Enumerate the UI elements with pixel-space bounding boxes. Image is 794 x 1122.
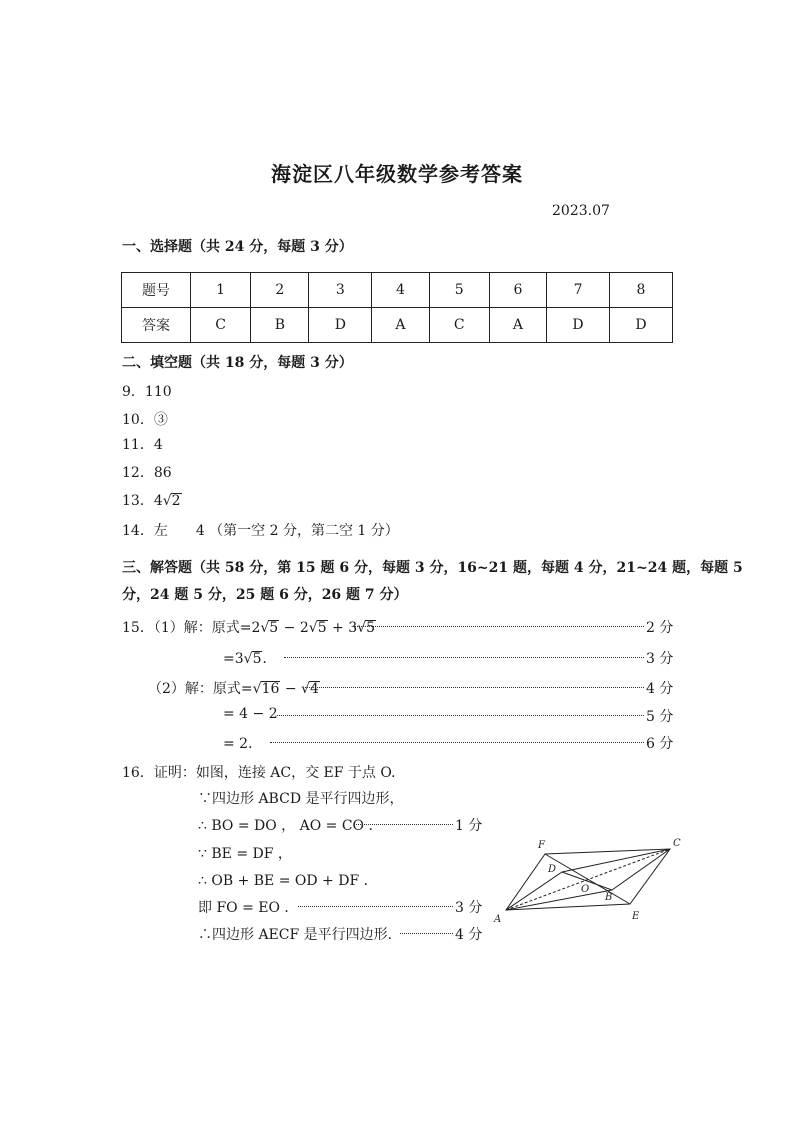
q15-part1-line1	[122, 617, 376, 637]
q16-line6: 即 FO = EO ．	[198, 900, 299, 916]
sqrt-symbol: √	[252, 681, 262, 697]
label-b: B	[605, 892, 613, 903]
section-2-heading	[122, 352, 353, 372]
sqrt-symbol: √	[260, 620, 270, 636]
sqrt-symbol: √	[357, 620, 367, 636]
table-cell: 2	[251, 273, 309, 308]
answer-14: 14．左 4 （第一空 2 分，第二空 1 分）	[122, 523, 399, 539]
label-e: E	[632, 911, 640, 922]
section-3-note-line2: 分，24 题 5 分，25 题 6 分，26 题 7 分）	[122, 587, 408, 603]
table-cell: C	[429, 308, 489, 343]
table-cell: D	[309, 308, 372, 343]
term: + 3	[327, 620, 358, 636]
table-cell: 3	[309, 273, 372, 308]
table-cell: 6	[489, 273, 546, 308]
answer-11: 11．4	[122, 437, 163, 453]
table-cell: 7	[547, 273, 610, 308]
answer-table	[121, 272, 673, 343]
section-1-heading	[122, 236, 353, 256]
expr: ．	[262, 651, 277, 667]
page-title: 海淀区八年级数学参考答案	[271, 162, 523, 186]
sqrt-symbol: √	[308, 620, 318, 636]
dotted-leader	[277, 715, 644, 716]
section-1-title: 一、选择题	[122, 239, 192, 255]
table-cell: D	[547, 308, 610, 343]
label-d: D	[548, 864, 557, 875]
score-label: 1 分	[455, 818, 483, 834]
parallelogram-figure	[490, 832, 690, 932]
q16-line2: ∵四边形 ABCD 是平行四边形，	[198, 791, 404, 807]
dotted-leader	[284, 657, 644, 658]
answer-13-radicand: 2	[171, 493, 181, 509]
radicand: 4	[309, 681, 319, 697]
radicand: 5	[317, 620, 327, 636]
expr: =3	[223, 651, 244, 667]
table-cell: 答案	[122, 308, 191, 343]
label-c: C	[673, 838, 681, 849]
answer-10: 10．③	[122, 412, 168, 428]
coef: 2	[251, 620, 261, 636]
table-cell: B	[251, 308, 309, 343]
sqrt-symbol: √	[243, 651, 253, 667]
section-1-note: （共 24 分，每题 3 分）	[192, 239, 353, 255]
score-label: 3 分	[455, 900, 483, 916]
table-cell: A	[489, 308, 546, 343]
answer-13-coef: 4	[153, 493, 163, 509]
term: − 2	[279, 620, 309, 636]
table-cell: 题号	[122, 273, 191, 308]
q16-line5: ∴ OB + BE = OD + DF ．	[198, 873, 378, 889]
answer-12: 12．86	[122, 465, 172, 481]
score-label: 4 分	[455, 927, 483, 943]
section-2-note: （共 18 分，每题 3 分）	[192, 355, 353, 371]
q15-part2-line1	[148, 678, 320, 698]
label-a: A	[494, 914, 502, 925]
label-f: F	[538, 840, 545, 851]
q15-part2-label: （2）解：原式=	[148, 681, 253, 697]
q15-part1-line2	[223, 648, 276, 668]
radicand: 5	[252, 651, 262, 667]
sqrt-symbol: √	[301, 681, 310, 697]
answer-13-number: 13．	[122, 493, 154, 509]
table-cell: 8	[610, 273, 673, 308]
q16-line3: ∴ BO = DO ， AO = CO ．	[198, 818, 383, 834]
score-label: 6 分	[646, 736, 674, 752]
dotted-leader	[354, 626, 644, 627]
section-3-heading	[122, 557, 743, 577]
table-row	[122, 273, 673, 308]
radicand: 16	[261, 681, 280, 697]
section-3-note-line1: （共 58 分，第 15 题 6 分，每题 3 分，16~21 题，每题 4 分，21~24 题，每题 5	[192, 560, 743, 576]
radicand: 5	[269, 620, 279, 636]
table-cell: D	[610, 308, 673, 343]
answer-13	[122, 490, 182, 510]
date: 2023.07	[552, 203, 610, 219]
score-label: 5 分	[646, 709, 674, 725]
q16-line4: ∵ BE = DF ，	[198, 846, 292, 862]
q15-part2-line3: = 2．	[223, 736, 263, 752]
diagonal-ac	[506, 849, 670, 910]
section-3-title: 三、解答题	[122, 560, 192, 576]
table-cell: A	[372, 308, 429, 343]
table-row	[122, 308, 673, 343]
sqrt-symbol: √	[162, 493, 172, 509]
term: −	[280, 681, 302, 697]
label-o: O	[581, 884, 590, 895]
table-cell: 5	[429, 273, 489, 308]
q15-part2-line2: = 4 − 2	[223, 706, 278, 722]
section-2-title: 二、填空题	[122, 355, 192, 371]
dotted-leader	[305, 687, 644, 688]
segment-ef	[545, 854, 630, 904]
dotted-leader	[400, 933, 453, 934]
table-cell: C	[191, 308, 251, 343]
dotted-leader	[356, 824, 453, 825]
answer-9: 9．110	[122, 384, 172, 400]
score-label: 2 分	[646, 620, 674, 636]
table-cell: 4	[372, 273, 429, 308]
table-cell: 1	[191, 273, 251, 308]
q16-line1: 16．证明：如图，连接 AC，交 EF 于点 O.	[122, 765, 396, 781]
q15-part1-label: 15．（1）解：原式=	[122, 620, 252, 636]
dotted-leader	[298, 906, 453, 907]
score-label: 3 分	[646, 651, 674, 667]
q16-line7: ∴四边形 AECF 是平行四边形.	[198, 927, 393, 943]
radicand: 5	[366, 620, 375, 636]
dotted-leader	[270, 742, 644, 743]
score-label: 4 分	[646, 681, 674, 697]
